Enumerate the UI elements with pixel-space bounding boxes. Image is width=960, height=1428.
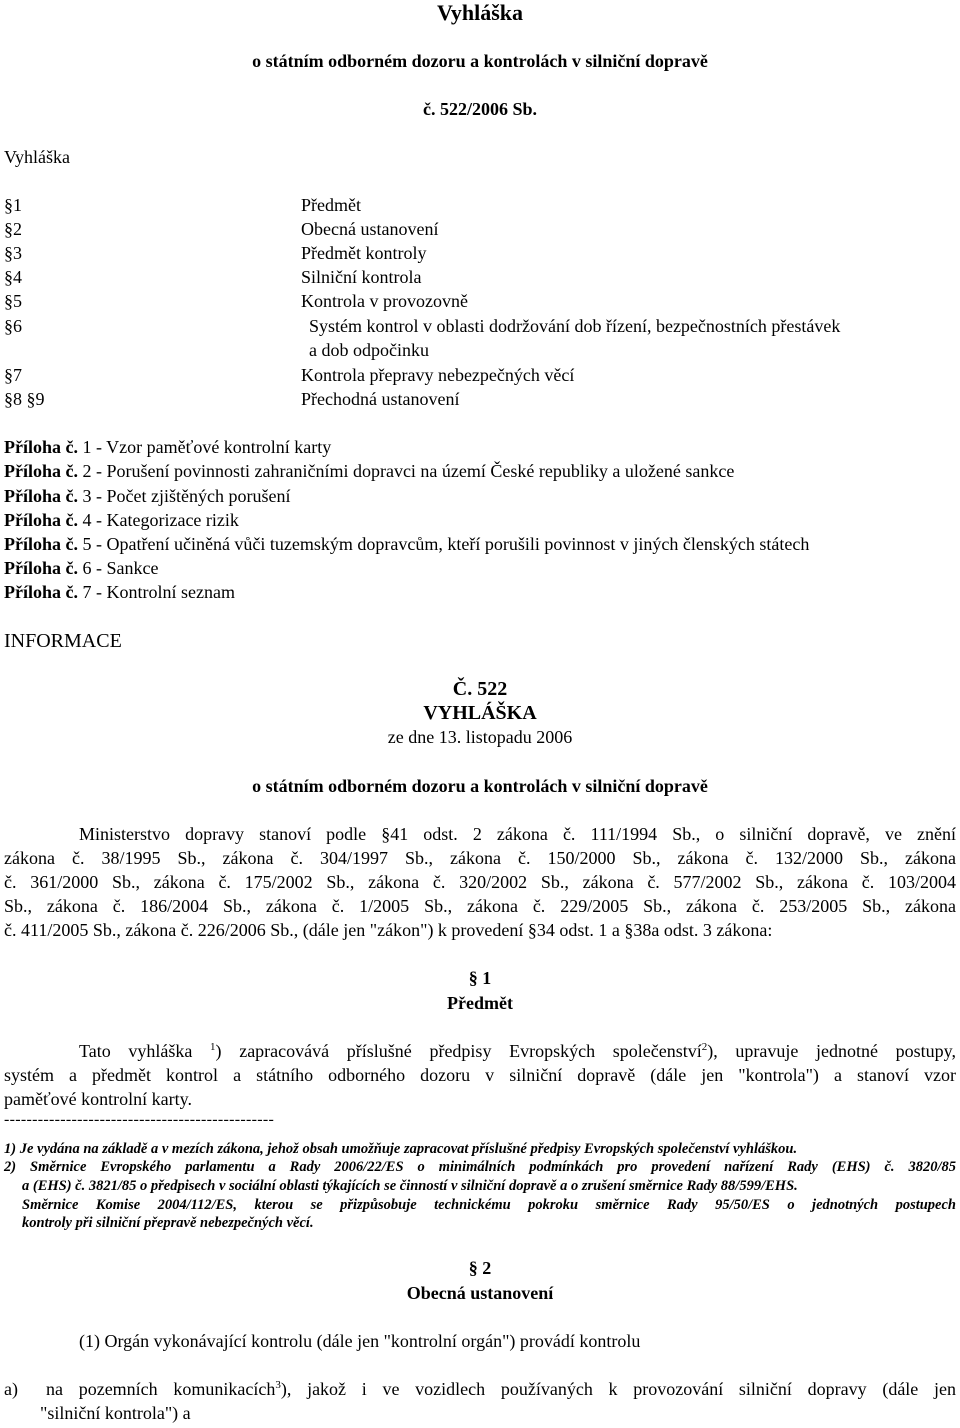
section-2-title: Obecná ustanovení — [406, 1283, 554, 1303]
attachment-label: Příloha č. — [4, 582, 78, 602]
attachment-text: 1 - Vzor paměťové kontrolní karty — [78, 437, 332, 457]
attachment-label: Příloha č. — [4, 558, 78, 578]
toc-item-number: §1 — [4, 195, 22, 215]
preamble-line: Sb., zákona č. 186/2004 Sb., zákona č. 1/2005 Sb., zákona č. 229/2005 Sb., zákona č. 253/2005 Sb., zákona — [4, 896, 956, 916]
attachment-text: 6 - Sankce — [78, 558, 159, 578]
preamble-line: č. 361/2000 Sb., zákona č. 175/2002 Sb., zákona č. 320/2002 Sb., zákona č. 577/2002 Sb., zákona č. 103/2004 — [4, 872, 956, 892]
paragraph-line: systém a předmět kontrol a státního odborného dozoru v silniční dopravě (dále jen "kontrola") a stanoví vzor — [4, 1065, 956, 1085]
toc-item-title: Předmět kontroly — [301, 243, 427, 263]
doc-number-heading: Č. 522 — [452, 678, 508, 700]
toc-item-title: Předmět — [301, 195, 361, 215]
footnote-2-line: 2) Směrnice Evropského parlamentu a Rady 2006/22/ES o minimálních podmínkách pro provedení nařízení Rady (EHS) č. 3820/85 — [4, 1159, 956, 1175]
attachment-label: Příloha č. — [4, 510, 78, 530]
section-2-paragraph-1: (1) Orgán vykonávající kontrolu (dále jen "kontrolní orgán") provádí kontrolu — [79, 1331, 641, 1351]
toc-item-number: §8 §9 — [4, 389, 45, 409]
paragraph-line: paměťové kontrolní karty. — [4, 1089, 192, 1109]
section-1-title: Předmět — [447, 993, 513, 1013]
toc-item[interactable] — [0, 289, 960, 313]
doc-date: ze dne 13. listopadu 2006 — [387, 727, 573, 747]
attachment-text: 4 - Kategorizace rizik — [78, 510, 239, 530]
section-2-number: § 2 — [468, 1258, 492, 1278]
toc-item[interactable] — [0, 241, 960, 265]
toc-item-number: §6 — [4, 316, 22, 336]
toc-item-title: Silniční kontrola — [301, 267, 422, 287]
attachment-link[interactable] — [4, 532, 809, 556]
toc-item[interactable] — [0, 193, 960, 217]
toc-item-title-continued: a dob odpočinku — [309, 340, 429, 360]
toc-item-title: Kontrola v provozovně — [301, 291, 468, 311]
attachment-link[interactable] — [4, 580, 235, 604]
toc-item[interactable] — [0, 387, 960, 411]
toc-item[interactable] — [0, 314, 960, 362]
preamble-line: zákona č. 38/1995 Sb., zákona č. 304/1997 Sb., zákona č. 150/2000 Sb., zákona č. 132/2000 Sb., zákona — [4, 848, 956, 868]
footnote-2-line: kontroly při silniční přepravě nebezpečných věcí. — [22, 1215, 314, 1231]
toc-item[interactable] — [0, 265, 960, 289]
attachment-label: Příloha č. — [4, 461, 78, 481]
attachment-label: Příloha č. — [4, 437, 78, 457]
toc-item-number: §7 — [4, 365, 22, 385]
footnote-2-line: Směrnice Komise 2004/112/ES, kterou se přizpůsobuje technickému pokroku směrnice Rady 95/50/ES o jednotných postupech — [22, 1197, 956, 1213]
attachment-text: 3 - Počet zjištěných porušení — [78, 486, 291, 506]
attachment-link[interactable] — [4, 484, 290, 508]
toc-item-title: Obecná ustanovení — [301, 219, 439, 239]
section-1-number: § 1 — [468, 968, 492, 988]
preamble-line: č. 411/2005 Sb., zákona č. 226/2006 Sb., (dále jen "zákon") k provedení §34 odst. 1 a §38a odst. 3 zákona: — [4, 920, 773, 940]
footnote-1: 1) Je vydána na základě a v mezích zákona, jehož obsah umožňuje zapracovat příslušné předpisy Evropských společenství vyhláškou. — [4, 1141, 798, 1157]
attachment-text: 7 - Kontrolní seznam — [78, 582, 235, 602]
attachment-text: 5 - Opatření učiněná vůči tuzemským dopravcům, kteří porušili povinnost v jiných členských státech — [78, 534, 810, 554]
toc-item-number: §3 — [4, 243, 22, 263]
toc-item-number: §2 — [4, 219, 22, 239]
attachment-text: 2 - Porušení povinnosti zahraničními dopravci na území České republiky a uložené sankce — [78, 461, 735, 481]
doc-type-heading: VYHLÁŠKA — [423, 702, 537, 724]
footnote-2-line: a (EHS) č. 3821/85 o předpisech v sociální oblasti týkajících se činností v silniční dopravě a o zrušení směrnice Rady 88/599/EHS. — [22, 1178, 798, 1194]
toc-item[interactable] — [0, 363, 960, 387]
attachment-link[interactable] — [4, 508, 239, 532]
toc-item-title: Přechodná ustanovení — [301, 389, 460, 409]
list-item-label: a) — [4, 1379, 18, 1399]
informace-heading: INFORMACE — [4, 630, 122, 652]
preamble-line: Ministerstvo dopravy stanoví podle §41 odst. 2 zákona č. 111/1994 Sb., o silniční dopravě, ve znění — [79, 824, 956, 844]
toc-heading: Vyhláška — [4, 147, 70, 167]
toc-item-title: Kontrola přepravy nebezpečných věcí — [301, 365, 575, 385]
attachment-label: Příloha č. — [4, 534, 78, 554]
footnote-separator: ------------------------------------------------ — [4, 1111, 275, 1128]
toc-item-title: Systém kontrol v oblasti dodržování dob řízení, bezpečnostních přestávek — [309, 316, 841, 336]
doc-title-heading: o státním odborném dozoru a kontrolách v silniční dopravě — [252, 776, 708, 796]
doc-number: č. 522/2006 Sb. — [422, 99, 537, 119]
list-item-line: "silniční kontrola") a — [40, 1403, 191, 1423]
attachment-link[interactable] — [4, 556, 158, 580]
attachment-label: Příloha č. — [4, 486, 78, 506]
doc-subtitle: o státním odborném dozoru a kontrolách v silniční dopravě — [252, 51, 708, 71]
paragraph-line: Tato vyhláška $^1$) zapracovává příslušné předpisy Evropských společenství$^2$), upravuje jednotné postupy, — [79, 1041, 957, 1061]
toc-item-number: §4 — [4, 267, 22, 287]
attachment-link[interactable] — [4, 459, 734, 483]
doc-title: Vyhláška — [436, 0, 523, 25]
toc-item-number: §5 — [4, 291, 22, 311]
attachment-link[interactable] — [4, 435, 331, 459]
toc-item[interactable] — [0, 217, 960, 241]
list-item-line: na pozemních komunikacích$^3$), jakož i ve vozidlech používaných k provozování silniční dopravy (dále jen — [46, 1379, 956, 1399]
